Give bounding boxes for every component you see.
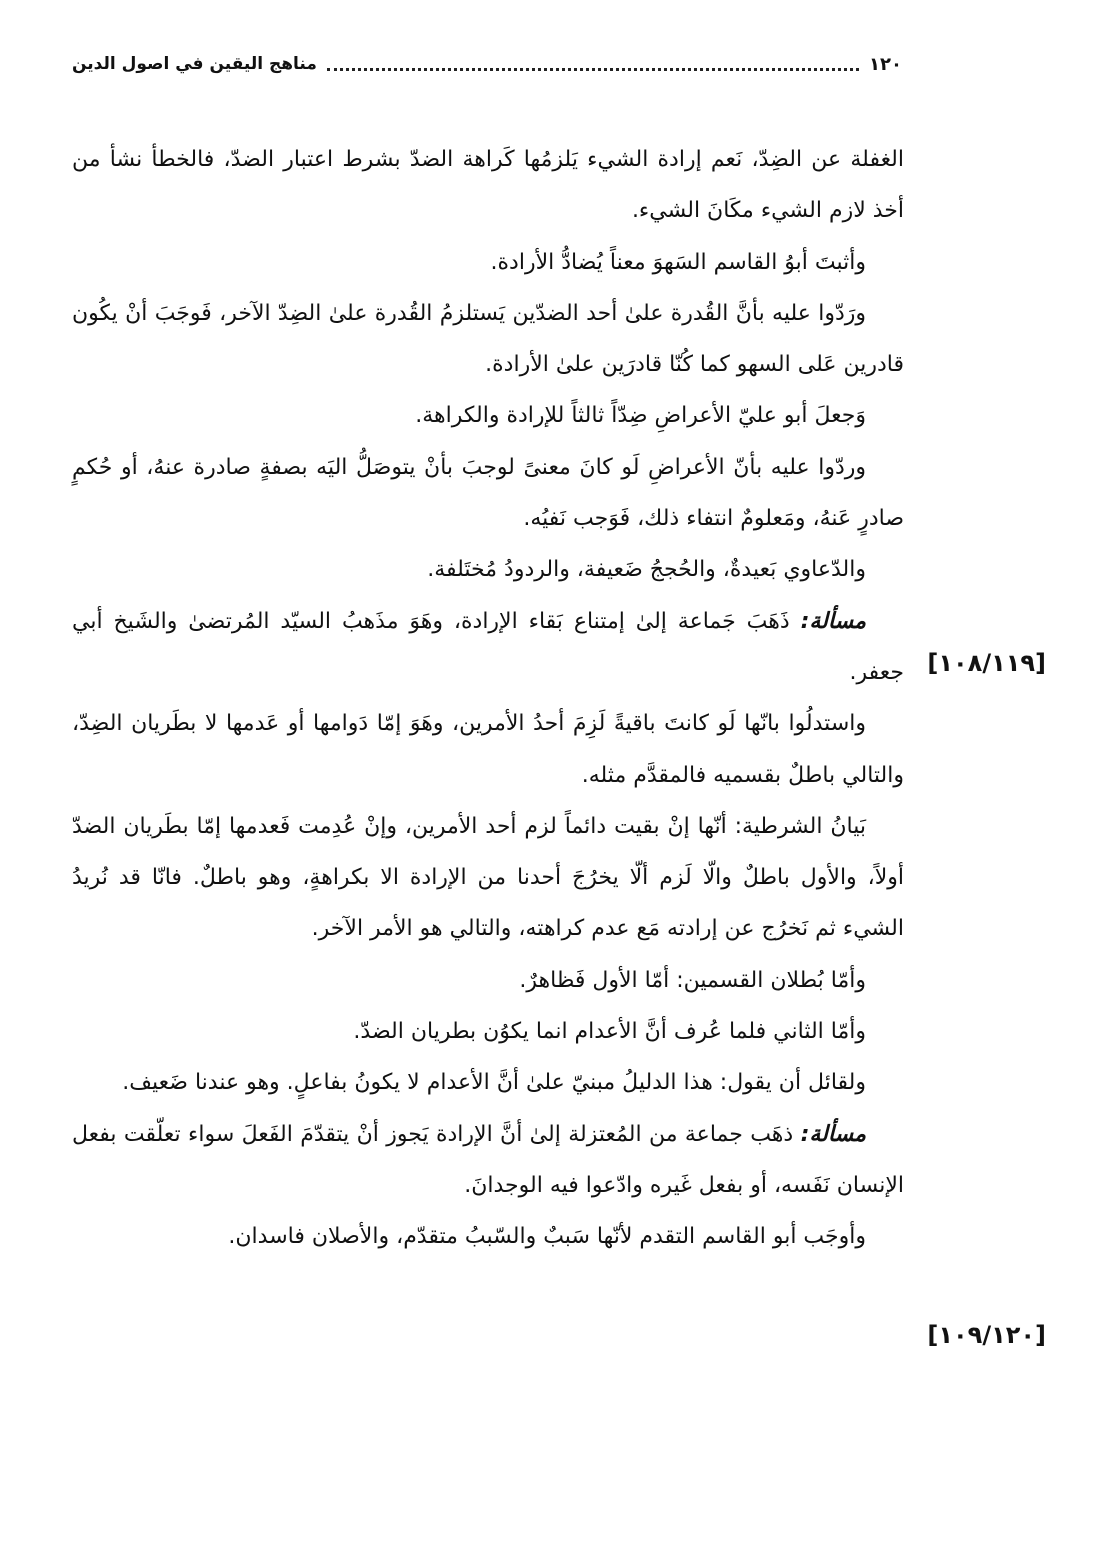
book-title: مناهج اليقين في اصول الدين (72, 54, 317, 74)
paragraph: وَجعلَ أبو عليّ الأعراضِ ضِدّاً ثالثاً للإرادة والكراهة. (415, 403, 866, 429)
paragraph: ورَدّوا عليه بأنَّ القُدرة علىٰ أحد الضدّين يَستلزمُ القُدرة علىٰ الضِدّ الآخر، فَوجَبَ أنْ يكُون قادرين عَلى السهو كما كُنّا قادرَين علىٰ الأرادة. (72, 300, 904, 378)
paragraph: وأمّا الثاني فلما عُرف أنَّ الأعدام انما يكوُن بطريان الضدّ. (353, 1019, 866, 1045)
paragraph: وأمّا بُطلان القسمين: أمّا الأول فَظاهرٌ. (519, 967, 866, 993)
masala-paragraph-2 (72, 1109, 904, 1212)
margin-reference-2: [١٠٩/١٢٠] (927, 1321, 1046, 1349)
paragraph: وأثبتَ أبوُ القاسم السَهوَ معناً يُضادُّ الأرادة. (490, 249, 866, 275)
paragraph: واستدلُوا بانّها لَو كانتَ باقيةً لَزِمَ أحدُ الأمرين، وهَوَ إمّا دَوامها أو عَدمها لا بطَريان الضِدّ، والتالي باطلٌ بقسميه فالمقدَّم مثله. (72, 711, 904, 788)
paragraph: والدّعاوي بَعيدةٌ، والحُججُ ضَعيفة، والردودُ مُختَلفة. (427, 557, 866, 583)
paragraph: وردّوا عليه بأنّ الأعراضِ لَو كانَ معنىً لوجبَ بأنْ يتوصَلُّ اليَه بصفةٍ صادرة عنهُ، أو حُكمٍ صادرٍ عَنهُ، ومَعلومٌ انتفاء ذلك، فَوَجب نَفيُه. (72, 454, 904, 532)
page-number: ١٢٠ (869, 53, 902, 75)
masala-text: ذهَب جماعة من المُعتزلة إلىٰ أنَّ الإرادة يَجوز أنْ يتقدّمَ الفَعلَ سواء تعلّقت بفعل الإنسان نَفَسه، أو بفعل غَيره وادّعوا فيه الوجدانَ. (72, 1121, 904, 1198)
paragraph: وأوجَب أبو القاسم التقدم لأنّها سَببٌ والسّببُ متقدّم، والأصلان فاسدان. (228, 1224, 866, 1250)
masala-label: مسألة: (800, 608, 867, 634)
main-text (72, 134, 904, 1263)
margin-reference-1: [١٠٨/١١٩] (927, 649, 1046, 677)
masala-label: مسألة: (800, 1121, 867, 1147)
paragraph: ولقائل أن يقول: هذا الدليلُ مبنيّ علىٰ أنَّ الأعدام لا يكونُ بفاعلٍ. وهو عندنا ضَعيف. (122, 1070, 866, 1096)
masala-paragraph-1 (72, 596, 904, 699)
paragraph: بَيانُ الشرطية: أنّها إنْ بقيت دائماً لزم أحد الأمرين، وإنْ عُدِمت فَعدمها إمّا بطَريان الضدّ أولاً، والأول باطلٌ والّا لَزم ألّا يخرُجَ أحدنا من الإرادة الا بكراهةٍ، وهو باطلٌ. فانّا قد نُريدُ الشيء ثم نَخرُج عن إرادته مَع عدم كراهته، والتالي هو الأمر الآخر. (72, 813, 904, 942)
paragraph: الغفلة عن الضِدّ، نَعم إرادة الشيء يَلزمُها كَراهة الضدّ بشرط اعتبار الضدّ، فالخطأ نشأ من أخذ لازم الشيء مكَانَ الشيء. (72, 147, 904, 224)
masala-text: ذَهَبَ جَماعة إلىٰ إمتناع بَقاء الإرادة، وهَوَ مذَهبُ السيّد المُرتضىٰ والشَيخ أبي جعفر. (72, 608, 904, 685)
running-header (72, 44, 902, 84)
header-dot-leader (327, 68, 859, 71)
